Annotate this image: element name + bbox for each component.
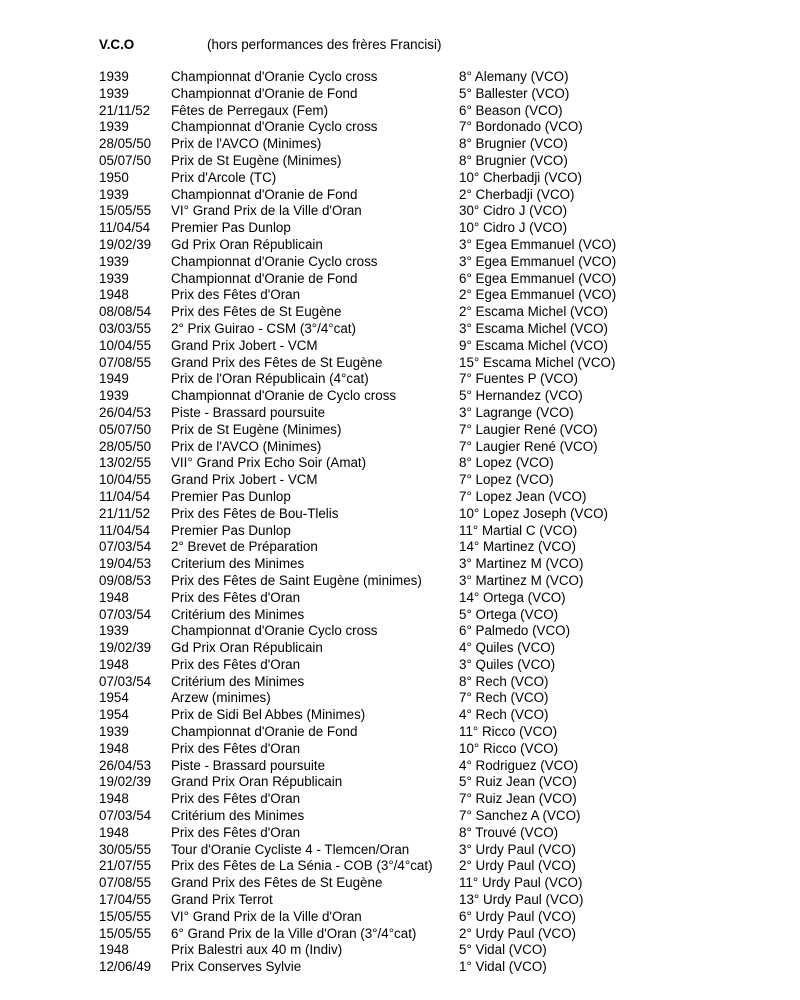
result-date: 26/04/53 bbox=[99, 757, 152, 773]
result-date: 1948 bbox=[99, 740, 129, 756]
race-name: Piste - Brassard poursuite bbox=[171, 404, 326, 420]
result-date: 07/03/54 bbox=[99, 673, 152, 689]
race-name: Arzew (minimes) bbox=[171, 690, 271, 706]
race-name: Critérium des Minimes bbox=[171, 606, 305, 622]
result-date: 05/07/50 bbox=[99, 152, 152, 168]
result-date: 19/02/39 bbox=[99, 640, 152, 656]
race-name: Prix des Fêtes d'Oran bbox=[171, 740, 301, 756]
race-name: Grand Prix des Fêtes de St Eugène bbox=[171, 354, 383, 370]
race-name: Tour d'Oranie Cycliste 4 - Tlemcen/Oran bbox=[171, 841, 410, 857]
result-date: 1954 bbox=[99, 690, 129, 706]
result-placing: 1° Vidal (VCO) bbox=[459, 959, 547, 975]
result-placing: 10° Cidro J (VCO) bbox=[459, 220, 568, 236]
race-name: Grand Prix Jobert - VCM bbox=[171, 337, 318, 353]
club-name: V.C.O bbox=[99, 37, 135, 52]
result-placing: 2° Urdy Paul (VCO) bbox=[459, 925, 576, 941]
result-placing: 6° Beason (VCO) bbox=[459, 102, 563, 118]
race-name: Gd Prix Oran Républicain bbox=[171, 236, 323, 252]
race-name: Gd Prix Oran Républicain bbox=[171, 640, 323, 656]
race-name: Prix de St Eugène (Minimes) bbox=[171, 421, 342, 437]
result-placing: 14° Ortega (VCO) bbox=[459, 589, 566, 605]
result-placing: 14° Martinez (VCO) bbox=[459, 539, 576, 555]
result-placing: 10° Cherbadji (VCO) bbox=[459, 169, 582, 185]
result-date: 1939 bbox=[99, 270, 129, 286]
race-name: Premier Pas Dunlop bbox=[171, 488, 291, 504]
race-name: Prix des Fêtes d'Oran bbox=[171, 287, 301, 303]
result-date: 07/03/54 bbox=[99, 808, 152, 824]
result-date: 03/03/55 bbox=[99, 320, 152, 336]
race-name: Grand Prix Terrot bbox=[171, 892, 273, 908]
result-placing: 11° Martial C (VCO) bbox=[459, 522, 578, 538]
race-name: Championnat d'Oranie de Fond bbox=[171, 270, 358, 286]
race-name: Grand Prix Oran Républicain bbox=[171, 774, 343, 790]
result-placing: 2° Cherbadji (VCO) bbox=[459, 186, 575, 202]
result-placing: 3° Martinez M (VCO) bbox=[459, 572, 584, 588]
race-name: Championnat d'Oranie Cyclo cross bbox=[171, 119, 378, 135]
result-date: 1948 bbox=[99, 791, 129, 807]
result-placing: 3° Quiles (VCO) bbox=[459, 656, 556, 672]
result-date: 1939 bbox=[99, 119, 129, 135]
race-name: Prix Conserves Sylvie bbox=[171, 959, 302, 975]
result-placing: 8° Alemany (VCO) bbox=[459, 69, 569, 84]
result-placing: 6° Urdy Paul (VCO) bbox=[459, 908, 576, 924]
race-name: Critérium des Minimes bbox=[171, 673, 305, 689]
result-date: 21/11/52 bbox=[99, 102, 151, 118]
result-placing: 10° Ricco (VCO) bbox=[459, 740, 559, 756]
result-date: 09/08/53 bbox=[99, 572, 152, 588]
race-name: Criterium des Minimes bbox=[171, 556, 305, 572]
race-name: Prix des Fêtes de St Eugène bbox=[171, 304, 342, 320]
result-placing: 3° Martinez M (VCO) bbox=[459, 556, 584, 572]
result-placing: 4° Rech (VCO) bbox=[459, 707, 549, 723]
result-placing: 2° Urdy Paul (VCO) bbox=[459, 858, 576, 874]
race-name: Prix Balestri aux 40 m (Indiv) bbox=[171, 942, 343, 958]
race-name: Prix de l'Oran Républicain (4°cat) bbox=[171, 371, 369, 387]
result-date: 10/04/55 bbox=[99, 337, 152, 353]
result-date: 1948 bbox=[99, 287, 129, 303]
result-placing: 30° Cidro J (VCO) bbox=[459, 203, 568, 219]
result-date: 12/06/49 bbox=[99, 959, 152, 975]
race-name: Prix des Fêtes d'Oran bbox=[171, 589, 301, 605]
race-name: Prix des Fêtes de Saint Eugène (minimes) bbox=[171, 572, 422, 588]
result-placing: 4° Rodriguez (VCO) bbox=[459, 757, 579, 773]
race-name: Championnat d'Oranie de Fond bbox=[171, 85, 358, 101]
result-date: 07/03/54 bbox=[99, 606, 152, 622]
result-date: 19/02/39 bbox=[99, 236, 152, 252]
result-date: 1954 bbox=[99, 707, 129, 723]
result-date: 28/05/50 bbox=[99, 136, 152, 152]
result-placing: 5° Ruiz Jean (VCO) bbox=[459, 774, 577, 790]
result-placing: 15° Escama Michel (VCO) bbox=[459, 354, 616, 370]
result-placing: 7° Laugier René (VCO) bbox=[459, 438, 598, 454]
result-placing: 3° Escama Michel (VCO) bbox=[459, 320, 608, 336]
result-placing: 13° Urdy Paul (VCO) bbox=[459, 892, 584, 908]
header-note: (hors performances des frères Francisi) bbox=[207, 37, 442, 52]
result-placing: 8° Lopez (VCO) bbox=[459, 455, 554, 471]
result-date: 1939 bbox=[99, 69, 129, 84]
race-name: Prix des Fêtes de Bou-Tlelis bbox=[171, 505, 339, 521]
result-placing: 4° Quiles (VCO) bbox=[459, 640, 556, 656]
result-placing: 7° Rech (VCO) bbox=[459, 690, 549, 706]
result-date: 19/02/39 bbox=[99, 774, 152, 790]
result-date: 19/04/53 bbox=[99, 556, 152, 572]
race-name: Premier Pas Dunlop bbox=[171, 220, 291, 236]
result-placing: 5° Ortega (VCO) bbox=[459, 606, 559, 622]
race-name: Championnat d'Oranie Cyclo cross bbox=[171, 623, 378, 639]
result-date: 1948 bbox=[99, 824, 129, 840]
result-placing: 6° Palmedo (VCO) bbox=[459, 623, 571, 639]
result-date: 05/07/50 bbox=[99, 421, 152, 437]
race-name: Premier Pas Dunlop bbox=[171, 522, 291, 538]
result-placing: 2° Escama Michel (VCO) bbox=[459, 304, 608, 320]
result-date: 17/04/55 bbox=[99, 892, 152, 908]
race-name: 2° Prix Guirao - CSM (3°/4°cat) bbox=[171, 320, 356, 336]
race-name: 2° Brevet de Préparation bbox=[171, 539, 318, 555]
result-date: 30/05/55 bbox=[99, 841, 152, 857]
result-placing: 7° Lopez Jean (VCO) bbox=[459, 488, 587, 504]
race-name: Prix de St Eugène (Minimes) bbox=[171, 152, 342, 168]
result-placing: 11° Urdy Paul (VCO) bbox=[459, 875, 583, 891]
result-placing: 7° Sanchez A (VCO) bbox=[459, 808, 581, 824]
race-name: Championnat d'Oranie de Cyclo cross bbox=[171, 388, 397, 404]
result-date: 1939 bbox=[99, 186, 129, 202]
result-placing: 9° Escama Michel (VCO) bbox=[459, 337, 608, 353]
result-date: 1939 bbox=[99, 623, 129, 639]
result-date: 07/03/54 bbox=[99, 539, 152, 555]
race-name: Championnat d'Oranie de Fond bbox=[171, 186, 358, 202]
result-placing: 3° Urdy Paul (VCO) bbox=[459, 841, 576, 857]
result-date: 21/11/52 bbox=[99, 505, 151, 521]
result-date: 1939 bbox=[99, 253, 129, 269]
race-name: Championnat d'Oranie Cyclo cross bbox=[171, 69, 378, 84]
race-name: Championnat d'Oranie de Fond bbox=[171, 724, 358, 740]
race-name: Prix des Fêtes de La Sénia - COB (3°/4°cat) bbox=[171, 858, 433, 874]
result-placing: 7° Fuentes P (VCO) bbox=[459, 371, 578, 387]
result-placing: 11° Ricco (VCO) bbox=[459, 724, 558, 740]
race-name: Prix d'Arcole (TC) bbox=[171, 169, 277, 185]
race-name: VI° Grand Prix de la Ville d'Oran bbox=[171, 908, 362, 924]
result-placing: 8° Brugnier (VCO) bbox=[459, 136, 568, 152]
result-date: 15/05/55 bbox=[99, 908, 152, 924]
result-date: 21/07/55 bbox=[99, 858, 152, 874]
race-name: Piste - Brassard poursuite bbox=[171, 757, 326, 773]
race-name: VI° Grand Prix de la Ville d'Oran bbox=[171, 203, 362, 219]
result-placing: 2° Egea Emmanuel (VCO) bbox=[459, 287, 617, 303]
result-date: 1948 bbox=[99, 656, 129, 672]
result-date: 08/08/54 bbox=[99, 304, 152, 320]
result-placing: 3° Egea Emmanuel (VCO) bbox=[459, 253, 617, 269]
result-date: 1949 bbox=[99, 371, 129, 387]
result-date: 15/05/55 bbox=[99, 203, 152, 219]
race-name: Prix de Sidi Bel Abbes (Minimes) bbox=[171, 707, 366, 723]
race-name: Prix des Fêtes d'Oran bbox=[171, 656, 301, 672]
result-placing: 7° Ruiz Jean (VCO) bbox=[459, 791, 577, 807]
race-name: Prix de l'AVCO (Minimes) bbox=[171, 438, 322, 454]
race-name: Grand Prix des Fêtes de St Eugène bbox=[171, 875, 383, 891]
result-placing: 6° Egea Emmanuel (VCO) bbox=[459, 270, 617, 286]
race-name: Championnat d'Oranie Cyclo cross bbox=[171, 253, 378, 269]
race-name: VII° Grand Prix Echo Soir (Amat) bbox=[171, 455, 367, 471]
race-name: Fêtes de Perregaux (Fem) bbox=[171, 102, 329, 118]
result-date: 11/04/54 bbox=[99, 220, 151, 236]
result-date: 1948 bbox=[99, 942, 129, 958]
result-date: 15/05/55 bbox=[99, 925, 152, 941]
race-name: Grand Prix Jobert - VCM bbox=[171, 472, 318, 488]
result-date: 1939 bbox=[99, 388, 129, 404]
result-placing: 3° Egea Emmanuel (VCO) bbox=[459, 236, 617, 252]
race-name: Prix des Fêtes d'Oran bbox=[171, 791, 301, 807]
result-date: 1948 bbox=[99, 589, 129, 605]
result-date: 1939 bbox=[99, 724, 129, 740]
result-placing: 10° Lopez Joseph (VCO) bbox=[459, 505, 609, 521]
result-date: 10/04/55 bbox=[99, 472, 152, 488]
result-date: 13/02/55 bbox=[99, 455, 152, 471]
result-date: 11/04/54 bbox=[99, 522, 151, 538]
result-placing: 5° Vidal (VCO) bbox=[459, 942, 547, 958]
result-placing: 8° Rech (VCO) bbox=[459, 673, 549, 689]
result-placing: 8° Trouvé (VCO) bbox=[459, 824, 559, 840]
race-name: Prix des Fêtes d'Oran bbox=[171, 824, 301, 840]
result-placing: 7° Laugier René (VCO) bbox=[459, 421, 598, 437]
result-date: 07/08/55 bbox=[99, 354, 152, 370]
result-date: 28/05/50 bbox=[99, 438, 152, 454]
result-date: 11/04/54 bbox=[99, 488, 151, 504]
race-name: Critérium des Minimes bbox=[171, 808, 305, 824]
race-name: Prix de l'AVCO (Minimes) bbox=[171, 136, 322, 152]
result-placing: 8° Brugnier (VCO) bbox=[459, 152, 568, 168]
result-placing: 5° Ballester (VCO) bbox=[459, 85, 570, 101]
result-placing: 7° Lopez (VCO) bbox=[459, 472, 554, 488]
result-placing: 5° Hernandez (VCO) bbox=[459, 388, 583, 404]
result-placing: 3° Lagrange (VCO) bbox=[459, 404, 574, 420]
race-name: 6° Grand Prix de la Ville d'Oran (3°/4°cat) bbox=[171, 925, 417, 941]
result-placing: 7° Bordonado (VCO) bbox=[459, 119, 583, 135]
result-date: 1939 bbox=[99, 85, 129, 101]
result-date: 26/04/53 bbox=[99, 404, 152, 420]
result-date: 1950 bbox=[99, 169, 129, 185]
result-date: 07/08/55 bbox=[99, 875, 152, 891]
